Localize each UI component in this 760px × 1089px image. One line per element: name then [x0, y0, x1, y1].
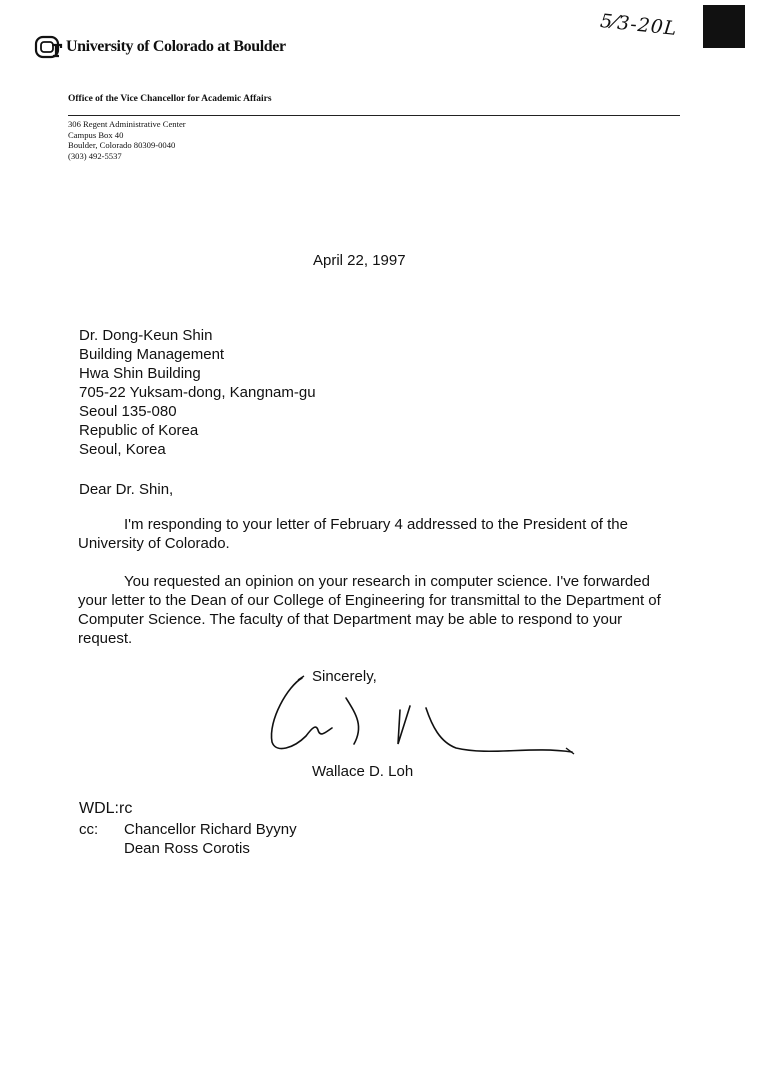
redaction-block — [703, 5, 745, 48]
body-paragraph-2 — [78, 572, 678, 648]
office-name: Office of the Vice Chancellor for Academic Affairs — [68, 94, 272, 104]
recipient-line: Building Management — [79, 346, 225, 363]
recipient-address — [79, 326, 316, 459]
cc-recipient: Dean Ross Corotis — [124, 840, 250, 857]
recipient-line: Seoul 135-080 — [79, 403, 177, 420]
typist-initials: WDL:rc — [79, 800, 133, 817]
paragraph-text: I'm responding to your letter of February 4 addressed to the President of the University of Colorado. — [78, 516, 628, 552]
letterhead-divider — [68, 115, 680, 116]
handwritten-signature — [260, 668, 580, 768]
recipient-line: Seoul, Korea — [79, 441, 166, 458]
annotation-text: 5⁄3-20L — [599, 10, 679, 40]
body-paragraph-1 — [78, 515, 678, 553]
closing: Sincerely, — [312, 668, 377, 685]
address-line: (303) 492-5537 — [68, 150, 122, 161]
recipient-line: Dr. Dong-Keun Shin — [79, 327, 213, 344]
cc-list — [124, 820, 297, 858]
address-line: Campus Box 40 — [68, 129, 124, 140]
paragraph-text: You requested an opinion on your research in computer science. I've forwarded your letter to the Dean of our College of Engineering for transmittal to the Department of Computer Science. The faculty of that Department may be able to respond to your request. — [78, 573, 661, 647]
recipient-line: Republic of Korea — [79, 422, 199, 439]
signer-name: Wallace D. Loh — [312, 763, 414, 780]
cc-recipient: Chancellor Richard Byyny — [124, 821, 297, 838]
letter-date: April 22, 1997 — [313, 252, 406, 269]
university-name: University of Colorado at Boulder — [66, 38, 286, 55]
recipient-line: 705-22 Yuksam-dong, Kangnam-gu — [79, 384, 316, 401]
cc-label: cc: — [79, 821, 99, 838]
address-line: 306 Regent Administrative Center — [68, 119, 186, 129]
recipient-line: Hwa Shin Building — [79, 365, 201, 382]
university-logo-icon — [34, 34, 64, 60]
salutation: Dear Dr. Shin, — [79, 481, 174, 498]
handwritten-annotation — [598, 6, 698, 48]
office-address — [68, 119, 186, 161]
address-line: Boulder, Colorado 80309-0040 — [68, 140, 176, 151]
